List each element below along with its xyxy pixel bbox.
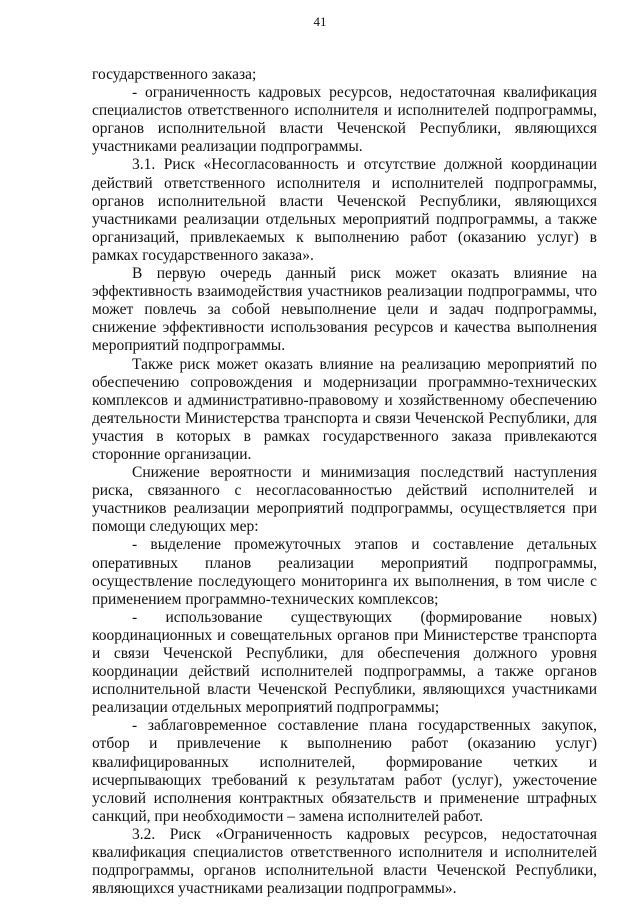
paragraph-6: Снижение вероятности и минимизация последствий наступления риска, связанного с несогласованностью действий исполнителей и участников реализации мероприятий подпрограммы, осуществляется при помощи следующих мер: bbox=[92, 464, 597, 536]
page-number: 41 bbox=[313, 14, 327, 29]
document-body bbox=[92, 66, 597, 898]
paragraph-2: - ограниченность кадровых ресурсов, недостаточная квалификация специалистов ответственного исполнителя и исполнителей подпрограммы, органов исполнительной власти Чеченской Республики, являющихся участниками реализации подпрограммы. bbox=[92, 84, 597, 156]
paragraph-5: Также риск может оказать влияние на реализацию мероприятий по обеспечению сопровождения и модернизации программно-технических комплексов и административно-правовому и хозяйственному обеспечению деятельности Министерства транспорта и связи Чеченской Республики, для участия в которых в рамках государственного заказа привлекаются сторонние организации. bbox=[92, 355, 597, 463]
paragraph-7: - выделение промежуточных этапов и составление детальных оперативных планов реализации мероприятий подпрограммы, осуществление последующего мониторинга их выполнения, в том числе с применением программно-технических комплексов; bbox=[92, 536, 597, 608]
paragraph-4: В первую очередь данный риск может оказать влияние на эффективность взаимодействия участников реализации подпрограммы, что может повлечь за собой невыполнение цели и задач подпрограммы, снижение эффективности использования ресурсов и качества выполнения мероприятий подпрограммы. bbox=[92, 265, 597, 355]
paragraph-1: государственного заказа; bbox=[92, 66, 257, 83]
paragraph-8: - использование существующих (формирование новых) координационных и совещательных органов при Министерстве транспорта и связи Чеченской Республики, для обеспечения должного уровня координации действий исполнителей подпрограммы, а также органов исполнительной власти Чеченской Республики, являющихся участниками реализации отдельных мероприятий подпрограммы; bbox=[92, 608, 597, 717]
paragraph-9: - заблаговременное составление плана государственных закупок, отбор и привлечение к выполнению работ (оказанию услуг) квалифицированных исполнителей, формирование четких и исчерпывающих требований к результатам работ (услуг), ужесточение условий исполнения контрактных обязательств и применение штрафных санкций, при необходимости – замена исполнителей работ. bbox=[92, 717, 597, 825]
paragraph-3: 3.1. Риск «Несогласованность и отсутствие должной координации действий ответственного исполнителя и исполнителей подпрограммы, органов исполнительной власти Чеченской Республики, являющихся участниками реализации отдельных мероприятий подпрограммы, а также организаций, привлекаемых к выполнению работ (оказанию услуг) в рамках государственного заказа». bbox=[92, 156, 597, 264]
paragraph-10: 3.2. Риск «Ограниченность кадровых ресурсов, недостаточная квалификация специалистов ответственного исполнителя и исполнителей подпрограммы, органов исполнительной власти Чеченской Республики, являющихся участниками реализации подпрограммы». bbox=[92, 825, 597, 898]
